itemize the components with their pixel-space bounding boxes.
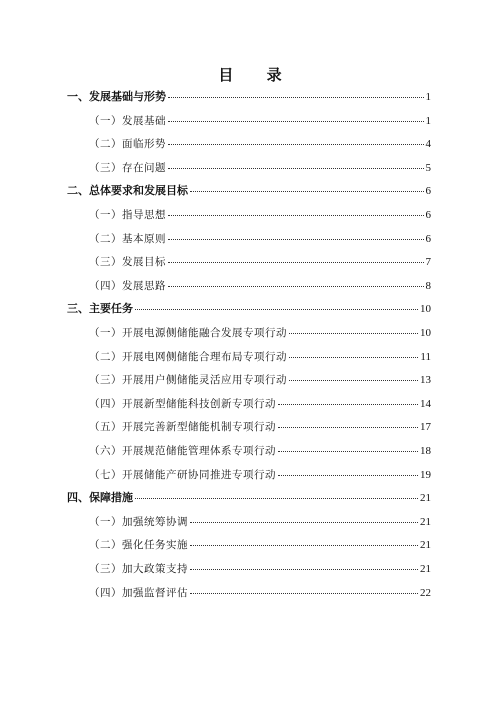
toc-dot-leader — [289, 357, 418, 358]
toc-dot-leader — [190, 191, 424, 192]
toc-dot-leader — [190, 522, 418, 523]
toc-dot-leader — [289, 380, 418, 381]
toc-dot-leader — [278, 475, 418, 476]
toc-subsection-entry[interactable] — [89, 325, 431, 341]
toc-entry-label: 四、保障措施 — [67, 491, 133, 505]
toc-dot-leader — [168, 97, 424, 98]
toc-section-entry[interactable] — [67, 183, 431, 199]
toc-subsection-entry[interactable] — [89, 419, 431, 435]
toc-dot-leader — [168, 168, 424, 169]
toc-entry-label: 三、主要任务 — [67, 302, 133, 316]
toc-entry-label: （一）开展电源侧储能融合发展专项行动 — [89, 327, 287, 339]
toc-entry-label: （二）强化任务实施 — [89, 539, 188, 552]
toc-dot-leader — [135, 309, 418, 310]
toc-page-number: 17 — [420, 421, 431, 434]
toc-entry-label: （三）开展用户侧储能灵活应用专项行动 — [89, 374, 287, 387]
toc-entry-label: （四）发展思路 — [89, 279, 166, 292]
toc-subsection-entry[interactable] — [89, 231, 431, 247]
toc-entry-label: （三）加大政策支持 — [89, 563, 188, 575]
toc-page-number: 10 — [420, 327, 431, 339]
toc-entry-label: （一）发展基础 — [89, 114, 166, 127]
toc-subsection-entry[interactable] — [89, 207, 431, 223]
toc-subsection-entry[interactable] — [89, 514, 431, 530]
toc-dot-leader — [135, 498, 418, 499]
toc-page-number: 1 — [425, 114, 431, 127]
toc-page-number: 13 — [420, 374, 431, 387]
toc-entry-label: （四）开展新型储能科技创新专项行动 — [89, 397, 276, 410]
toc-subsection-entry[interactable] — [89, 561, 431, 577]
toc-page-number: 22 — [420, 586, 431, 599]
toc-dot-leader — [190, 545, 418, 546]
toc-subsection-entry[interactable] — [89, 254, 431, 270]
toc-dot-leader — [278, 404, 418, 405]
toc-page-number: 8 — [425, 279, 431, 292]
toc-dot-leader — [168, 262, 424, 263]
toc-page-number: 21 — [420, 539, 431, 552]
toc-dot-leader — [168, 144, 424, 145]
toc-page-number: 5 — [425, 161, 431, 174]
toc-dot-leader — [168, 121, 424, 122]
toc-dot-leader — [190, 593, 418, 594]
toc-subsection-entry[interactable] — [89, 349, 431, 365]
toc-entry-label: （二）开展电网侧储能合理布局专项行动 — [89, 350, 287, 363]
toc-page-number: 6 — [425, 232, 431, 245]
toc-dot-leader — [190, 569, 418, 570]
toc-subsection-entry[interactable] — [89, 113, 431, 129]
toc-subsection-entry[interactable] — [89, 467, 431, 483]
toc-dot-leader — [168, 286, 424, 287]
toc-subsection-entry[interactable] — [89, 443, 431, 459]
toc-section-entry[interactable] — [67, 490, 431, 506]
toc-entry-label: （二）基本原则 — [89, 232, 166, 245]
toc-page-number: 1 — [425, 91, 431, 103]
toc-subsection-entry[interactable] — [89, 136, 431, 152]
toc-entry-label: （三）存在问题 — [89, 161, 166, 174]
toc-subsection-entry[interactable] — [89, 396, 431, 412]
toc-dot-leader — [278, 451, 418, 452]
toc-subsection-entry[interactable] — [89, 160, 431, 176]
toc-title: 目 录 — [218, 66, 296, 84]
toc-dot-leader — [278, 427, 418, 428]
toc-page-number: 19 — [420, 468, 431, 481]
toc-dot-leader — [168, 215, 424, 216]
toc-dot-leader — [168, 239, 424, 240]
toc-page-number: 21 — [420, 492, 431, 505]
toc-entry-label: （六）开展规范储能管理体系专项行动 — [89, 445, 276, 457]
toc-entry-label: （二）面临形势 — [89, 138, 166, 151]
toc-entry-label: （三）发展目标 — [89, 256, 166, 269]
toc-entry-label: 二、总体要求和发展目标 — [67, 184, 188, 198]
toc-entry-label: （七）开展储能产研协同推进专项行动 — [89, 468, 276, 481]
toc-page-number: 7 — [425, 256, 431, 269]
toc-entry-label: （四）加强监督评估 — [89, 586, 188, 599]
toc-page-number: 18 — [420, 445, 431, 457]
toc-page-number: 21 — [420, 563, 431, 575]
toc-page-number: 21 — [420, 515, 431, 528]
toc-page-number: 11 — [420, 350, 431, 363]
toc-entry-label: （五）开展完善新型储能机制专项行动 — [89, 421, 276, 434]
toc-page-number: 10 — [420, 303, 431, 316]
toc-subsection-entry[interactable] — [89, 278, 431, 294]
toc-page-number: 14 — [420, 397, 431, 410]
toc-page-number: 4 — [425, 138, 431, 151]
toc-subsection-entry[interactable] — [89, 585, 431, 601]
toc-entry-label: （一）指导思想 — [89, 209, 166, 221]
toc-subsection-entry[interactable] — [89, 372, 431, 388]
toc-dot-leader — [289, 333, 418, 334]
toc-entry-label: 一、发展基础与形势 — [67, 90, 166, 103]
toc-section-entry[interactable] — [67, 301, 431, 317]
toc-entry-label: （一）加强统筹协调 — [89, 515, 188, 528]
toc-section-entry[interactable] — [67, 89, 431, 105]
toc-page-number: 6 — [425, 209, 431, 221]
toc-page-number: 6 — [425, 185, 431, 198]
toc-subsection-entry[interactable] — [89, 537, 431, 553]
